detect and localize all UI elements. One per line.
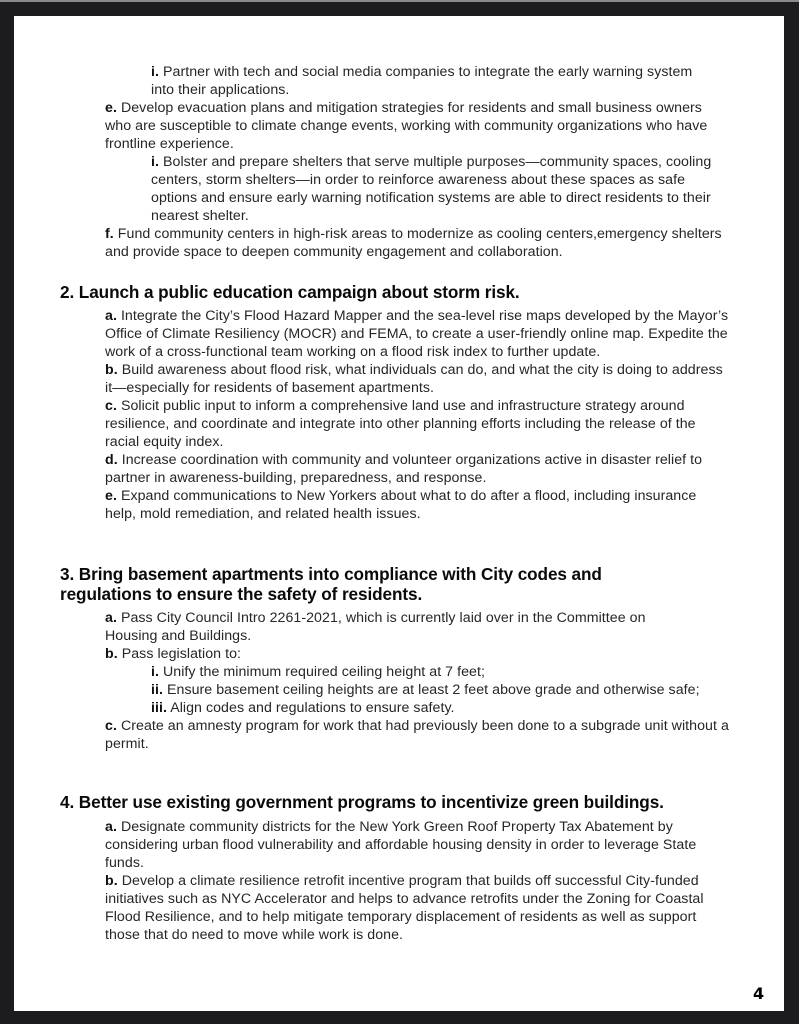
list-item (105, 307, 745, 361)
list-item (151, 699, 711, 717)
item-label: ii. (151, 682, 163, 698)
item-label: e. (105, 488, 117, 504)
item-text: Develop a climate resilience retrofit incentive program that builds off successful City-funded initiatives such as NYC Accelerator and helps to advance retrofits under the Zoning for Coastal Flood Resilience, and to help mitigate temporary displacement of residents as well as support those that do need to move while work is done. (105, 873, 704, 943)
list-item (105, 99, 715, 153)
list-item (151, 681, 711, 699)
item-label: iii. (151, 700, 167, 716)
page-number: 4 (753, 984, 765, 1003)
item-label: f. (105, 226, 114, 242)
list-item (105, 872, 730, 944)
item-label: e. (105, 100, 117, 116)
item-label: c. (105, 398, 117, 414)
continued-list (105, 63, 740, 261)
list-item (105, 818, 735, 872)
item-text: Fund community centers in high-risk areas to modernize as cooling centers,emergency shelters and provide space to deepen community engagement and collaboration. (105, 226, 722, 260)
list-item (105, 487, 710, 523)
item-text: Solicit public input to inform a comprehensive land use and infrastructure strategy around resilience, and coordinate and integrate into other planning efforts including the release of the racial equity index. (105, 398, 696, 450)
item-text: Integrate the City’s Flood Hazard Mapper and the sea-level rise maps developed by the Mayor’s Office of Climate Resiliency (MOCR) and FEMA, to create a user-friendly online map. Expedite the work of a cross-functional team working on a flood risk index to further update. (105, 308, 729, 360)
list-item (105, 717, 730, 753)
item-text: Build awareness about flood risk, what individuals can do, and what the city is doing to address it—especially for residents of basement apartments. (105, 362, 723, 396)
item-label: b. (105, 646, 118, 662)
list-item (151, 663, 711, 681)
list-item (105, 225, 740, 261)
item-label: a. (105, 610, 117, 626)
document-page (14, 16, 784, 1011)
item-label: d. (105, 452, 118, 468)
list-item (151, 153, 731, 225)
list-item (105, 397, 730, 451)
list-item (151, 63, 711, 99)
section-heading-4: 4. Better use existing government programs to incentivize green buildings. (60, 792, 664, 812)
item-text: Pass legislation to: (121, 646, 242, 662)
item-label: a. (105, 819, 117, 835)
item-label: i. (151, 664, 159, 680)
item-label: i. (151, 64, 159, 80)
section-3-list (105, 609, 730, 753)
item-text: Pass City Council Intro 2261-2021, which is currently laid over in the Committee on Housing and Buildings. (105, 610, 646, 644)
item-text: Ensure basement ceiling heights are at least 2 feet above grade and otherwise safe; (166, 682, 700, 698)
item-label: i. (151, 154, 159, 170)
list-item (105, 645, 730, 663)
item-text: Increase coordination with community and volunteer organizations active in disaster relief to partner in awareness-building, preparedness, and response. (105, 452, 703, 486)
item-label: a. (105, 308, 117, 324)
list-item (105, 451, 730, 487)
section-2-list (105, 307, 745, 523)
item-text: Expand communications to New Yorkers about what to do after a flood, including insurance help, mold remediation, and related health issues. (105, 488, 697, 522)
list-item (105, 361, 725, 397)
section-4-list (105, 818, 735, 944)
item-label: b. (105, 873, 118, 889)
item-text: Partner with tech and social media companies to integrate the early warning system into their applications. (151, 64, 693, 98)
section-heading-2: 2. Launch a public education campaign about storm risk. (60, 282, 520, 302)
item-label: c. (105, 718, 117, 734)
item-text: Designate community districts for the New York Green Roof Property Tax Abatement by considering urban flood vulnerability and affordable housing density in order to leverage State funds. (105, 819, 697, 871)
viewer-top-edge (0, 0, 799, 2)
item-text: Develop evacuation plans and mitigation strategies for residents and small business owners who are susceptible to climate change events, working with community organizations who have frontline experience. (105, 100, 708, 152)
item-text: Align codes and regulations to ensure safety. (170, 700, 455, 716)
list-item (105, 609, 695, 645)
item-text: Unify the minimum required ceiling height at 7 feet; (162, 664, 485, 680)
item-label: b. (105, 362, 118, 378)
item-text: Bolster and prepare shelters that serve multiple purposes—community spaces, cooling centers, storm shelters—in order to reinforce awareness about these spaces as safe options and ensure early warning notification systems are able to direct residents to their nearest shelter. (151, 154, 712, 224)
item-text: Create an amnesty program for work that had previously been done to a subgrade unit without a permit. (105, 718, 729, 752)
section-heading-3: 3. Bring basement apartments into compliance with City codes and regulations to ensure the safety of residents. (60, 564, 602, 604)
